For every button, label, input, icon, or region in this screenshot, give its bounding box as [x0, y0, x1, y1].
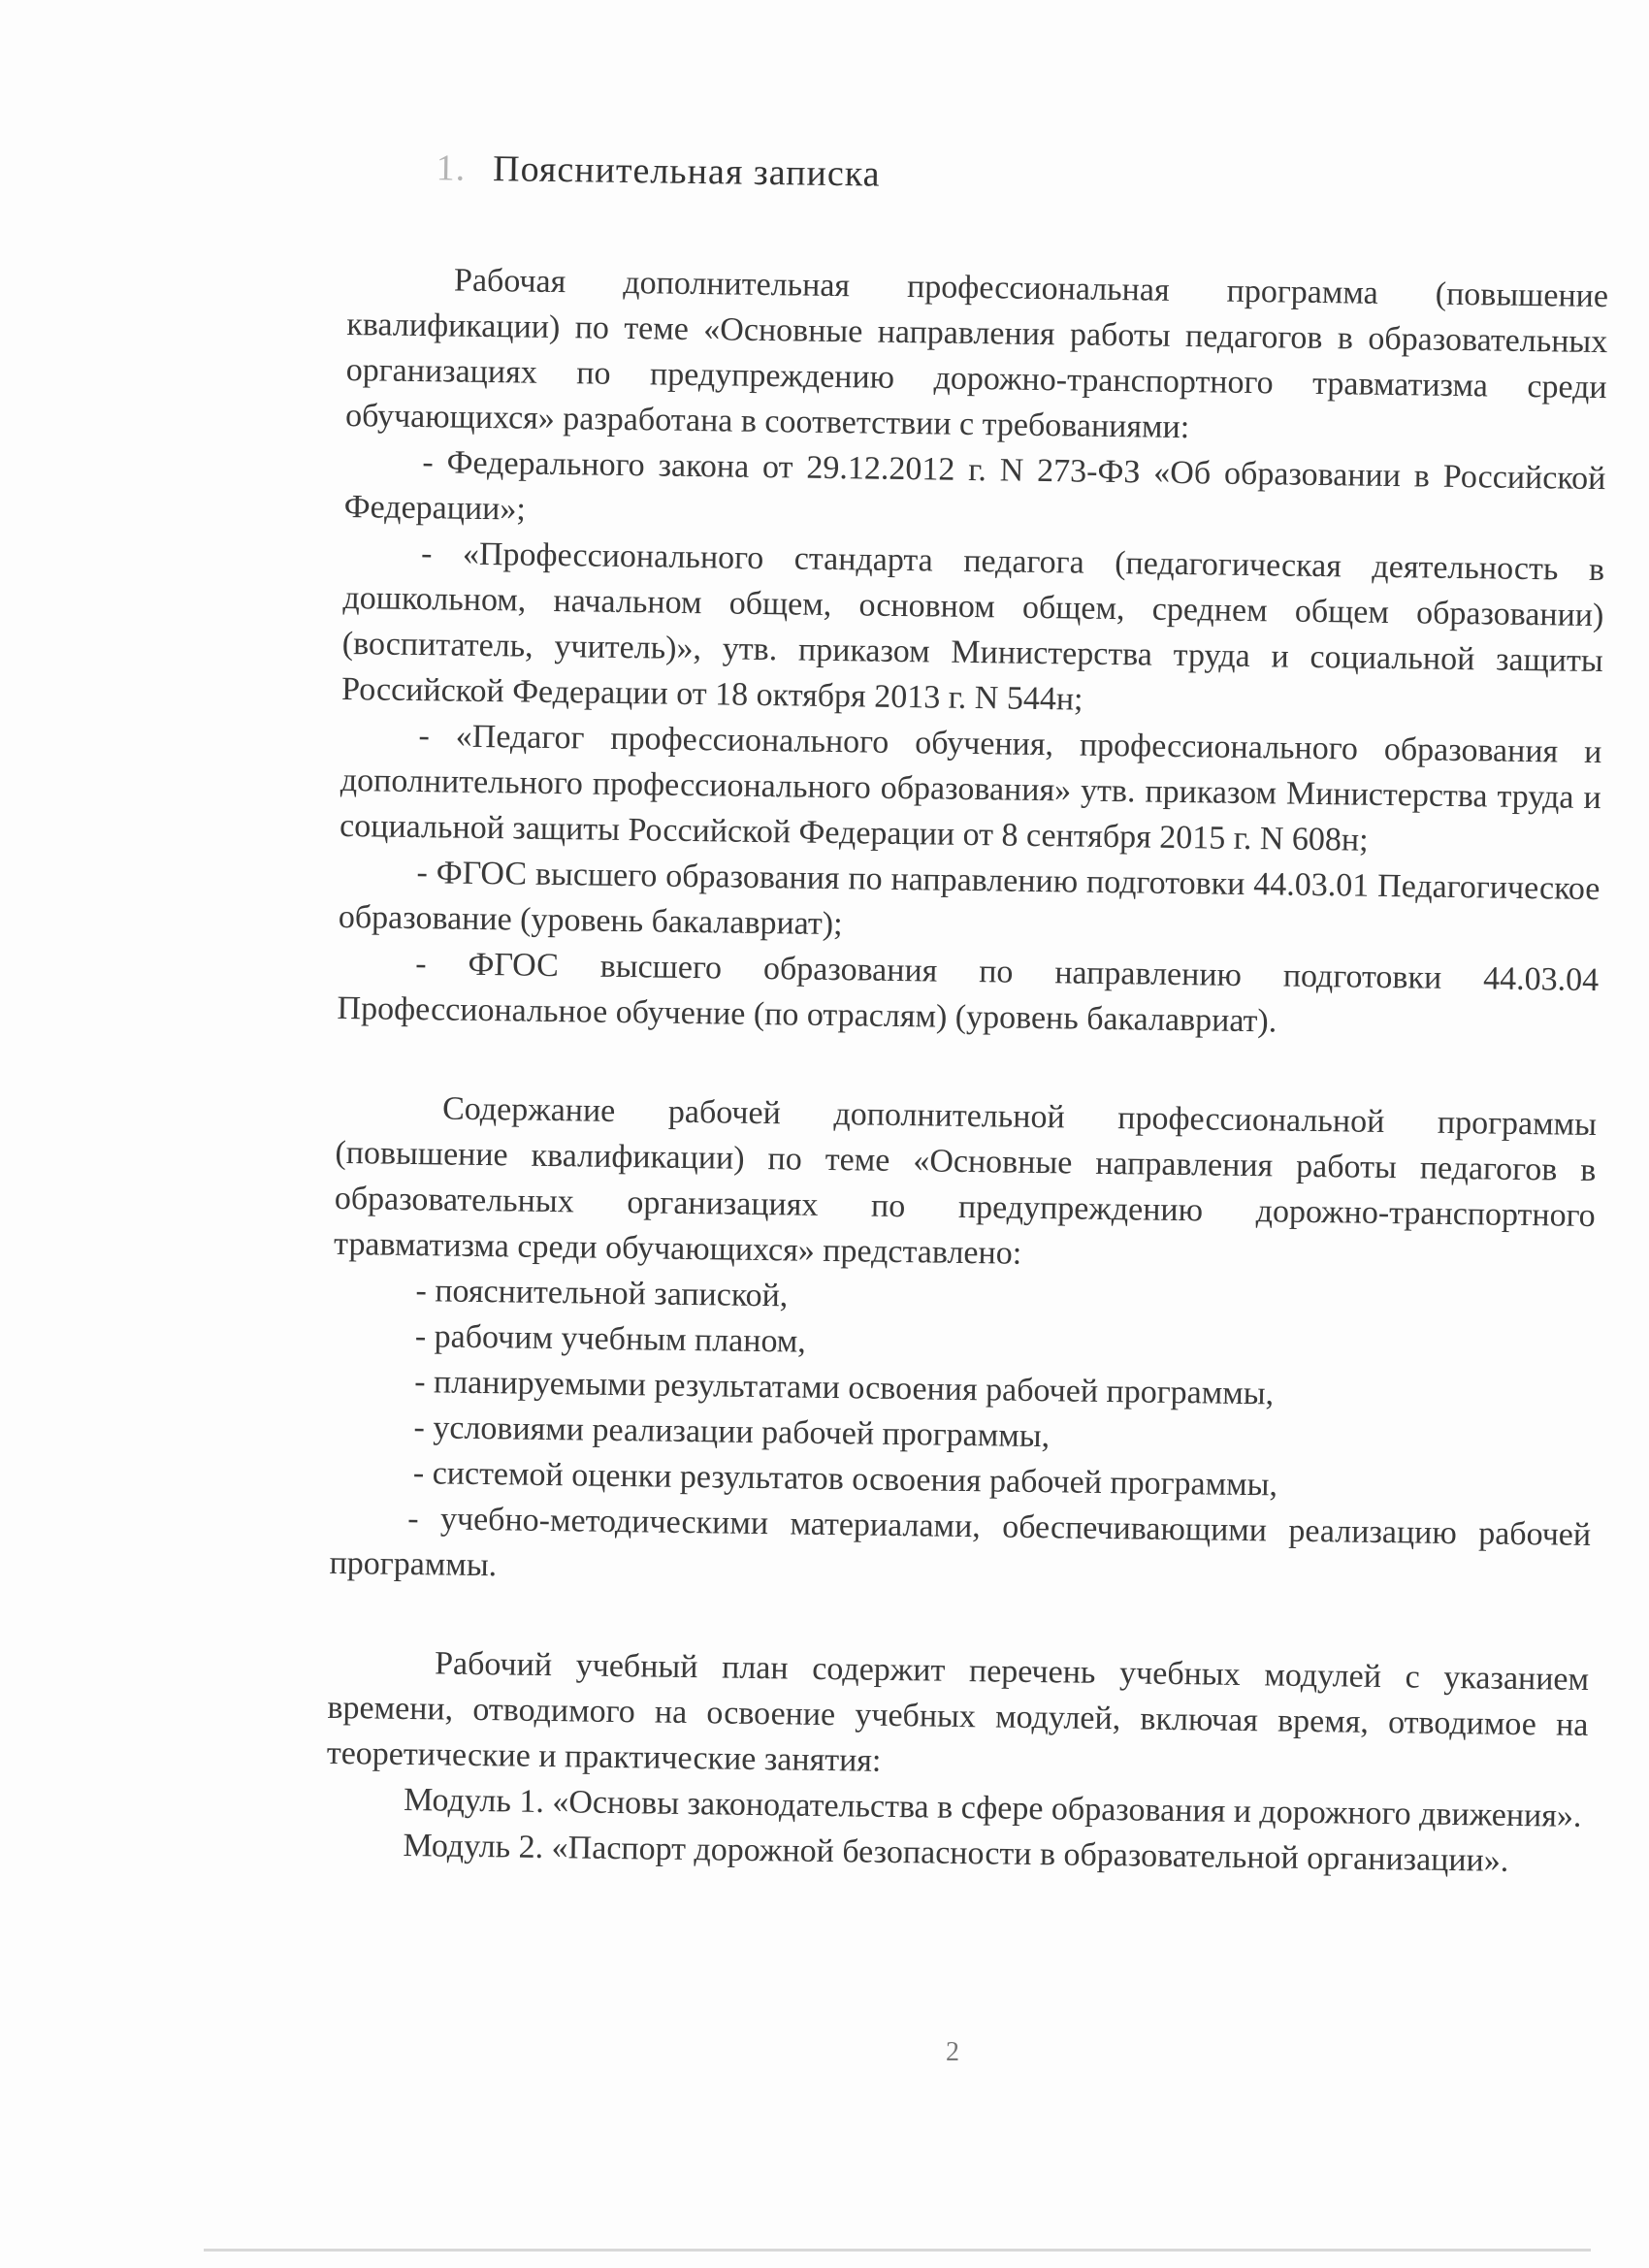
requirement-item: - «Профессионального стандарта педагога (педагогическая деятельность в дошкольном, начальном общем, основном общем, среднем общем образовании) (воспитатель, учитель)», утв. приказом Министерства труда и социальной защиты Российской Федерации от 18 октября 2013 г. N 544н; [340, 535, 1605, 718]
intro-paragraph: Рабочая дополнительная профессиональная программа (повышение квалификации) по теме «Основные направления работы педагогов в образовательных организациях по предупреждению дорожно-транспортного травматизма среди обучающихся» разработана в соответствии с требованиями: [344, 262, 1609, 446]
content-list-item: - условиями реализации рабочей программы, [413, 1409, 1051, 1455]
section-heading [436, 146, 1609, 206]
plan-paragraph: Рабочий учебный план содержит перечень учебных модулей с указанием времени, отводимого на освоение учебных модулей, включая время, отводимое на теоретические и практические занятия: [326, 1645, 1590, 1779]
module-item: Модуль 2. «Паспорт дорожной безопасности в образовательной организации». [403, 1827, 1509, 1879]
content-list-item: - планируемыми результатами освоения рабочей программы, [413, 1364, 1275, 1412]
scan-edge-line [204, 2249, 1591, 2252]
content-list-item: - рабочим учебным планом, [414, 1318, 807, 1360]
page-number: 2 [946, 2037, 959, 2067]
content-list-item: - пояснительной запиской, [415, 1273, 789, 1314]
requirement-item: - ФГОС высшего образования по направлению подготовки 44.03.01 Педагогическое образование (уровень бакалавриат); [338, 855, 1600, 943]
content-paragraph: Содержание рабочей дополнительной профессиональной программы (повышение квалификации) по теме «Основные направления работы педагогов в образовательных организациях по предупреждению дорожно-транспортного травматизма среди обучающихся» представлено: [333, 1090, 1598, 1272]
page-content [325, 146, 1610, 1885]
section-number: 1. [436, 147, 467, 189]
section-title: Пояснительная записка [492, 148, 881, 195]
requirement-item: - «Педагог профессионального обучения, профессионального образования и дополнительного профессионального образования» утв. приказом Министерства труда и социальной защиты Российской Федерации от 8 сентября 2015 г. N 608н; [339, 718, 1602, 859]
requirement-item: - ФГОС высшего образования по направлению подготовки 44.03.04 Профессиональное обучение (по отраслям) (уровень бакалавриат). [337, 946, 1600, 1040]
content-list-item: - системой оценки результатов освоения рабочей программы, [412, 1455, 1278, 1504]
content-list-item: - учебно-методическими материалами, обеспечивающими реализацию рабочей программы. [329, 1500, 1592, 1584]
requirement-item: - Федерального закона от 29.12.2012 г. N 273-ФЗ «Об образовании в Российской Федерации»; [343, 444, 1606, 528]
module-item: Модуль 1. «Основы законодательства в сфере образования и дорожного движения». [403, 1781, 1582, 1834]
